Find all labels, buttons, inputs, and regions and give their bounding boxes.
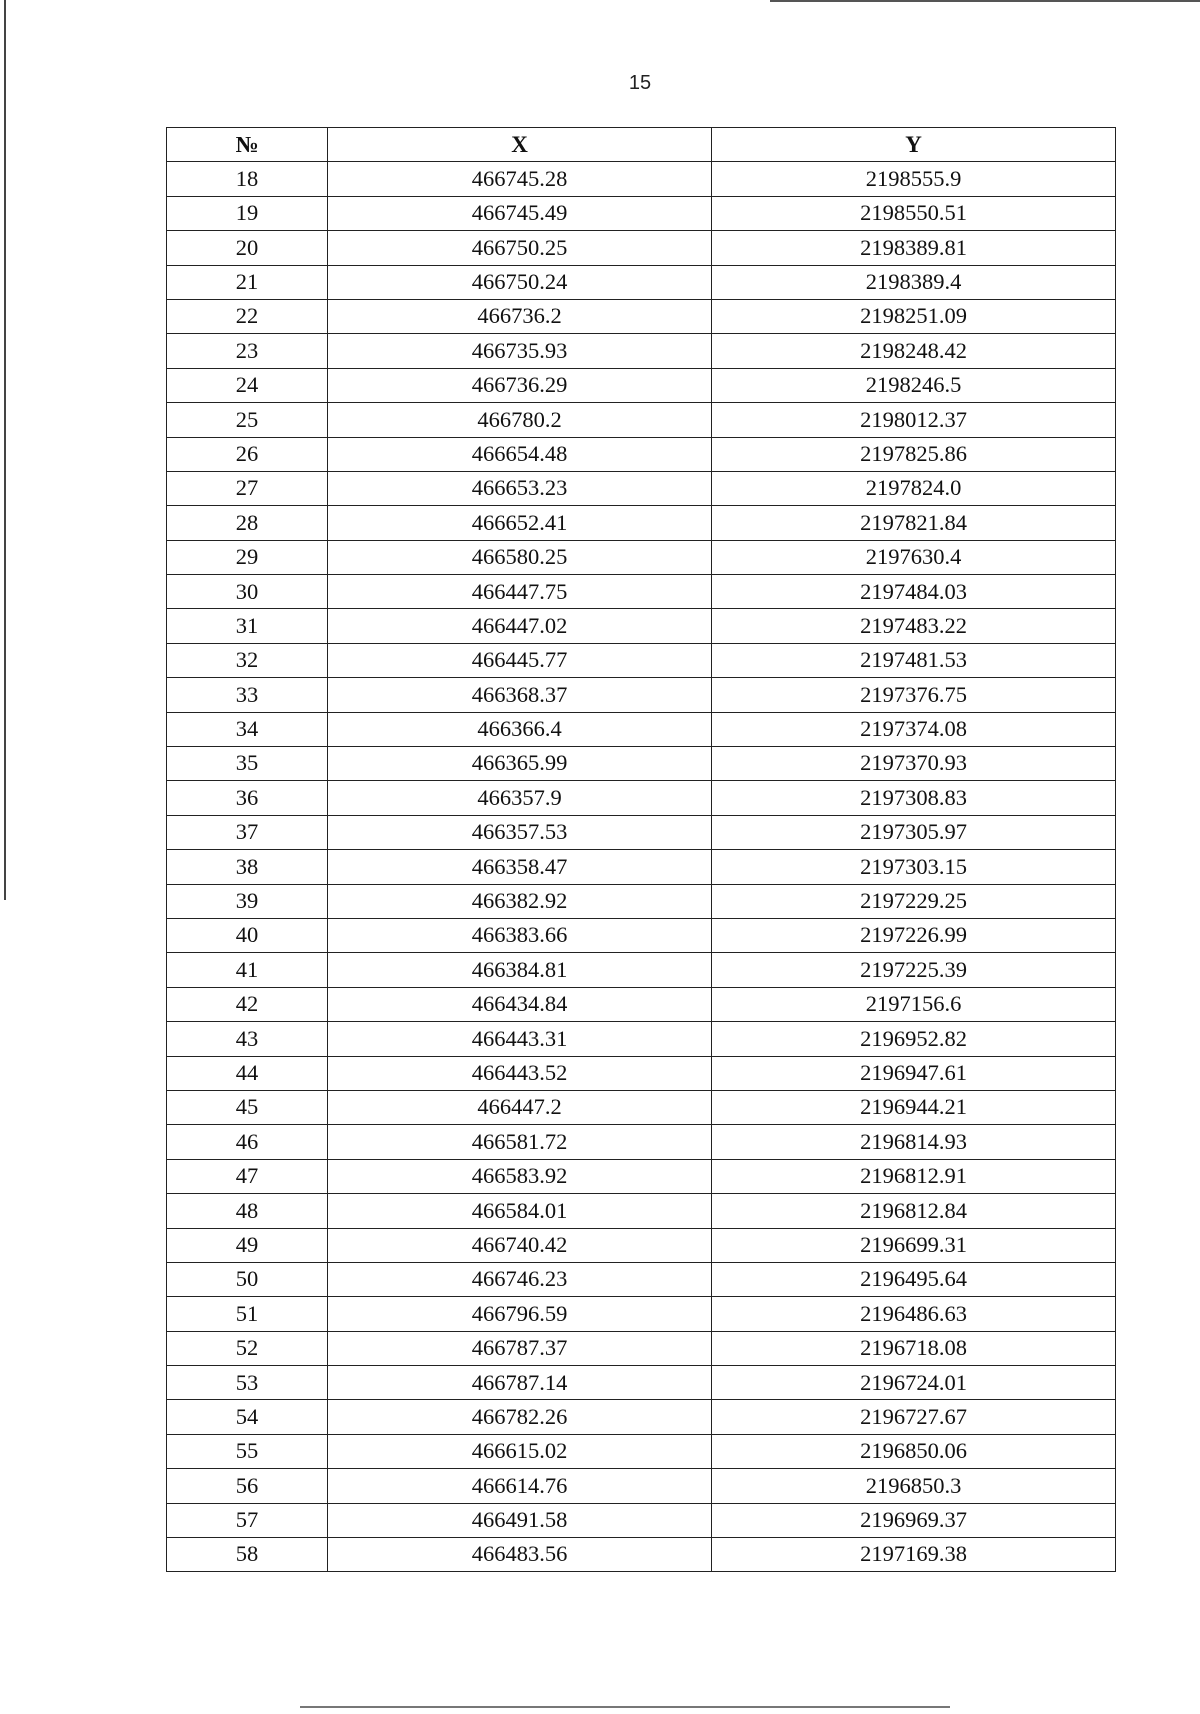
header-number: № bbox=[167, 128, 328, 162]
cell-number: 26 bbox=[167, 437, 328, 471]
cell-y: 2196947.61 bbox=[712, 1056, 1116, 1090]
table-row bbox=[167, 334, 1116, 368]
cell-number: 56 bbox=[167, 1469, 328, 1503]
cell-x: 466736.29 bbox=[328, 368, 712, 402]
cell-number: 49 bbox=[167, 1228, 328, 1262]
table-row bbox=[167, 643, 1116, 677]
cell-number: 55 bbox=[167, 1434, 328, 1468]
table-row bbox=[167, 987, 1116, 1021]
cell-y: 2196944.21 bbox=[712, 1090, 1116, 1124]
cell-x: 466735.93 bbox=[328, 334, 712, 368]
cell-y: 2197156.6 bbox=[712, 987, 1116, 1021]
cell-number: 25 bbox=[167, 403, 328, 437]
table-row bbox=[167, 1056, 1116, 1090]
table-row bbox=[167, 781, 1116, 815]
cell-y: 2197825.86 bbox=[712, 437, 1116, 471]
scan-edge-top-right bbox=[770, 0, 1200, 2]
cell-x: 466368.37 bbox=[328, 678, 712, 712]
cell-number: 43 bbox=[167, 1022, 328, 1056]
table-row bbox=[167, 437, 1116, 471]
cell-number: 46 bbox=[167, 1125, 328, 1159]
cell-number: 40 bbox=[167, 918, 328, 952]
cell-number: 27 bbox=[167, 471, 328, 505]
cell-y: 2198251.09 bbox=[712, 299, 1116, 333]
cell-y: 2196495.64 bbox=[712, 1262, 1116, 1296]
cell-y: 2196850.3 bbox=[712, 1469, 1116, 1503]
cell-number: 20 bbox=[167, 231, 328, 265]
cell-number: 28 bbox=[167, 506, 328, 540]
cell-x: 466443.52 bbox=[328, 1056, 712, 1090]
cell-y: 2197225.39 bbox=[712, 953, 1116, 987]
cell-y: 2197483.22 bbox=[712, 609, 1116, 643]
table-row bbox=[167, 1022, 1116, 1056]
cell-x: 466581.72 bbox=[328, 1125, 712, 1159]
cell-number: 42 bbox=[167, 987, 328, 1021]
cell-number: 18 bbox=[167, 162, 328, 196]
table-row bbox=[167, 265, 1116, 299]
table-row bbox=[167, 1434, 1116, 1468]
cell-x: 466750.24 bbox=[328, 265, 712, 299]
table-row bbox=[167, 815, 1116, 849]
cell-x: 466740.42 bbox=[328, 1228, 712, 1262]
cell-number: 51 bbox=[167, 1297, 328, 1331]
cell-x: 466434.84 bbox=[328, 987, 712, 1021]
cell-x: 466780.2 bbox=[328, 403, 712, 437]
cell-y: 2197630.4 bbox=[712, 540, 1116, 574]
table-row bbox=[167, 850, 1116, 884]
cell-y: 2197303.15 bbox=[712, 850, 1116, 884]
cell-y: 2196724.01 bbox=[712, 1366, 1116, 1400]
cell-y: 2197305.97 bbox=[712, 815, 1116, 849]
cell-x: 466736.2 bbox=[328, 299, 712, 333]
table-row bbox=[167, 299, 1116, 333]
cell-number: 57 bbox=[167, 1503, 328, 1537]
table-row bbox=[167, 471, 1116, 505]
table-body bbox=[167, 162, 1116, 1572]
cell-number: 22 bbox=[167, 299, 328, 333]
cell-x: 466745.49 bbox=[328, 196, 712, 230]
table-row bbox=[167, 1400, 1116, 1434]
header-y: Y bbox=[712, 128, 1116, 162]
cell-x: 466365.99 bbox=[328, 747, 712, 781]
cell-y: 2198246.5 bbox=[712, 368, 1116, 402]
cell-x: 466491.58 bbox=[328, 1503, 712, 1537]
cell-x: 466615.02 bbox=[328, 1434, 712, 1468]
table-row bbox=[167, 747, 1116, 781]
coordinate-table bbox=[166, 127, 1116, 1572]
table-row bbox=[167, 1503, 1116, 1537]
cell-x: 466384.81 bbox=[328, 953, 712, 987]
cell-y: 2198550.51 bbox=[712, 196, 1116, 230]
table-row bbox=[167, 918, 1116, 952]
table-row bbox=[167, 1228, 1116, 1262]
cell-x: 466584.01 bbox=[328, 1194, 712, 1228]
cell-number: 53 bbox=[167, 1366, 328, 1400]
table-row bbox=[167, 231, 1116, 265]
cell-number: 37 bbox=[167, 815, 328, 849]
cell-x: 466447.2 bbox=[328, 1090, 712, 1124]
table-row bbox=[167, 196, 1116, 230]
table-row bbox=[167, 368, 1116, 402]
cell-number: 32 bbox=[167, 643, 328, 677]
cell-x: 466358.47 bbox=[328, 850, 712, 884]
cell-number: 44 bbox=[167, 1056, 328, 1090]
cell-y: 2198389.81 bbox=[712, 231, 1116, 265]
cell-x: 466443.31 bbox=[328, 1022, 712, 1056]
cell-y: 2197308.83 bbox=[712, 781, 1116, 815]
table-row bbox=[167, 609, 1116, 643]
cell-x: 466653.23 bbox=[328, 471, 712, 505]
cell-y: 2197821.84 bbox=[712, 506, 1116, 540]
table-row bbox=[167, 540, 1116, 574]
cell-y: 2197370.93 bbox=[712, 747, 1116, 781]
cell-y: 2197376.75 bbox=[712, 678, 1116, 712]
cell-number: 36 bbox=[167, 781, 328, 815]
cell-x: 466796.59 bbox=[328, 1297, 712, 1331]
table-row bbox=[167, 506, 1116, 540]
cell-number: 45 bbox=[167, 1090, 328, 1124]
table-row bbox=[167, 1125, 1116, 1159]
cell-y: 2197229.25 bbox=[712, 884, 1116, 918]
table-row bbox=[167, 1469, 1116, 1503]
cell-x: 466787.37 bbox=[328, 1331, 712, 1365]
page-number: 15 bbox=[628, 72, 652, 94]
scan-edge-bottom bbox=[300, 1706, 950, 1708]
cell-number: 29 bbox=[167, 540, 328, 574]
cell-number: 30 bbox=[167, 575, 328, 609]
cell-x: 466383.66 bbox=[328, 918, 712, 952]
table-row bbox=[167, 678, 1116, 712]
table-header-row bbox=[167, 128, 1116, 162]
table-row bbox=[167, 1538, 1116, 1572]
cell-number: 39 bbox=[167, 884, 328, 918]
table-row bbox=[167, 575, 1116, 609]
cell-x: 466782.26 bbox=[328, 1400, 712, 1434]
cell-x: 466580.25 bbox=[328, 540, 712, 574]
cell-x: 466583.92 bbox=[328, 1159, 712, 1193]
cell-y: 2197481.53 bbox=[712, 643, 1116, 677]
cell-y: 2198248.42 bbox=[712, 334, 1116, 368]
table-row bbox=[167, 1262, 1116, 1296]
scan-edge-left bbox=[4, 0, 6, 900]
table-row bbox=[167, 1090, 1116, 1124]
cell-y: 2197484.03 bbox=[712, 575, 1116, 609]
cell-number: 47 bbox=[167, 1159, 328, 1193]
cell-y: 2197169.38 bbox=[712, 1538, 1116, 1572]
cell-x: 466357.9 bbox=[328, 781, 712, 815]
table-row bbox=[167, 1366, 1116, 1400]
cell-number: 31 bbox=[167, 609, 328, 643]
cell-y: 2196812.84 bbox=[712, 1194, 1116, 1228]
cell-x: 466745.28 bbox=[328, 162, 712, 196]
cell-y: 2196814.93 bbox=[712, 1125, 1116, 1159]
cell-number: 50 bbox=[167, 1262, 328, 1296]
table-row bbox=[167, 1297, 1116, 1331]
cell-y: 2198555.9 bbox=[712, 162, 1116, 196]
cell-x: 466483.56 bbox=[328, 1538, 712, 1572]
cell-x: 466357.53 bbox=[328, 815, 712, 849]
cell-number: 19 bbox=[167, 196, 328, 230]
cell-x: 466652.41 bbox=[328, 506, 712, 540]
cell-y: 2197374.08 bbox=[712, 712, 1116, 746]
cell-number: 52 bbox=[167, 1331, 328, 1365]
table-row bbox=[167, 712, 1116, 746]
cell-x: 466654.48 bbox=[328, 437, 712, 471]
cell-number: 21 bbox=[167, 265, 328, 299]
table-row bbox=[167, 1194, 1116, 1228]
cell-y: 2197824.0 bbox=[712, 471, 1116, 505]
table-row bbox=[167, 162, 1116, 196]
cell-x: 466445.77 bbox=[328, 643, 712, 677]
cell-y: 2196727.67 bbox=[712, 1400, 1116, 1434]
cell-y: 2198012.37 bbox=[712, 403, 1116, 437]
cell-y: 2196952.82 bbox=[712, 1022, 1116, 1056]
cell-x: 466750.25 bbox=[328, 231, 712, 265]
table-row bbox=[167, 1331, 1116, 1365]
cell-y: 2196699.31 bbox=[712, 1228, 1116, 1262]
cell-x: 466447.02 bbox=[328, 609, 712, 643]
cell-y: 2196969.37 bbox=[712, 1503, 1116, 1537]
table-row bbox=[167, 403, 1116, 437]
cell-x: 466614.76 bbox=[328, 1469, 712, 1503]
cell-number: 54 bbox=[167, 1400, 328, 1434]
cell-y: 2197226.99 bbox=[712, 918, 1116, 952]
cell-y: 2196812.91 bbox=[712, 1159, 1116, 1193]
cell-number: 41 bbox=[167, 953, 328, 987]
cell-number: 58 bbox=[167, 1538, 328, 1572]
cell-number: 34 bbox=[167, 712, 328, 746]
cell-number: 35 bbox=[167, 747, 328, 781]
cell-number: 23 bbox=[167, 334, 328, 368]
table-row bbox=[167, 884, 1116, 918]
cell-x: 466746.23 bbox=[328, 1262, 712, 1296]
cell-x: 466382.92 bbox=[328, 884, 712, 918]
cell-y: 2196718.08 bbox=[712, 1331, 1116, 1365]
table-row bbox=[167, 953, 1116, 987]
header-x: X bbox=[328, 128, 712, 162]
cell-y: 2198389.4 bbox=[712, 265, 1116, 299]
cell-number: 48 bbox=[167, 1194, 328, 1228]
cell-y: 2196486.63 bbox=[712, 1297, 1116, 1331]
table-row bbox=[167, 1159, 1116, 1193]
cell-x: 466787.14 bbox=[328, 1366, 712, 1400]
cell-number: 38 bbox=[167, 850, 328, 884]
cell-y: 2196850.06 bbox=[712, 1434, 1116, 1468]
cell-number: 24 bbox=[167, 368, 328, 402]
cell-x: 466366.4 bbox=[328, 712, 712, 746]
cell-number: 33 bbox=[167, 678, 328, 712]
cell-x: 466447.75 bbox=[328, 575, 712, 609]
